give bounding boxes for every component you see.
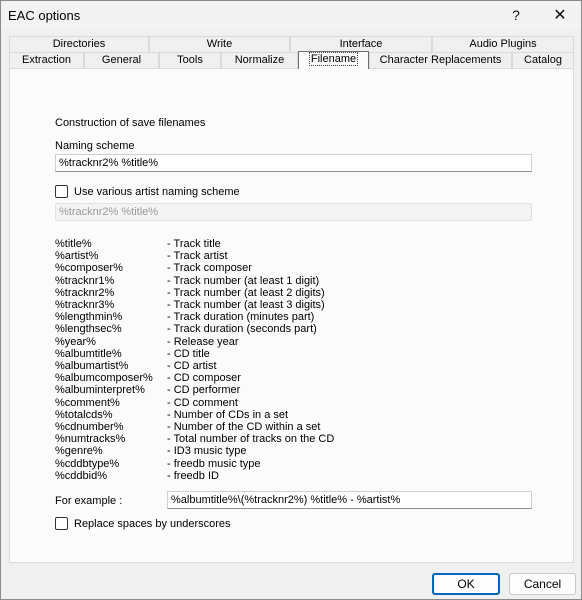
placeholder-code: %albuminterpret% bbox=[55, 384, 145, 397]
placeholder-code: %title% bbox=[55, 238, 92, 250]
example-label: For example : bbox=[55, 495, 123, 507]
placeholder-code: %totalcds% bbox=[55, 408, 113, 421]
placeholder-description: - Track artist bbox=[167, 250, 228, 263]
tab-row-bottom bbox=[9, 52, 574, 68]
various-artist-label[interactable]: Use various artist naming scheme bbox=[74, 186, 240, 198]
tab-row-top bbox=[9, 36, 574, 52]
section-title: Construction of save filenames bbox=[55, 117, 206, 129]
placeholder-description: - Track number (at least 1 digit) bbox=[167, 274, 320, 287]
placeholder-code: %year% bbox=[55, 335, 96, 348]
placeholder-description: - Track number (at least 3 digits) bbox=[167, 299, 325, 311]
tab-catalog[interactable]: Catalog bbox=[512, 52, 574, 68]
tab-character-replacements[interactable]: Character Replacements bbox=[369, 52, 512, 68]
placeholder-description: - Track title bbox=[167, 238, 221, 250]
replace-spaces-checkbox[interactable] bbox=[55, 517, 68, 530]
example-input: %albumtitle%\(%tracknr2%) %title% - %artist% bbox=[167, 491, 532, 509]
window-title: EAC options bbox=[8, 8, 81, 23]
placeholder-description: - Number of the CD within a set bbox=[167, 421, 321, 433]
placeholder-code: %lengthsec% bbox=[55, 323, 122, 336]
various-artist-input: %tracknr2% %title% bbox=[55, 203, 532, 221]
placeholder-code: %cddbtype% bbox=[55, 457, 120, 470]
placeholder-description: - CD title bbox=[167, 347, 210, 360]
tab-write[interactable]: Write bbox=[149, 36, 290, 52]
help-button[interactable]: ? bbox=[512, 7, 520, 23]
placeholder-code: %comment% bbox=[55, 396, 120, 409]
various-artist-checkbox[interactable] bbox=[55, 185, 68, 198]
title-bar bbox=[1, 1, 581, 29]
placeholder-code: %lengthmin% bbox=[55, 311, 123, 324]
tab-tools[interactable]: Tools bbox=[159, 52, 221, 68]
placeholder-description: - ID3 music type bbox=[167, 445, 247, 458]
close-button[interactable]: ✕ bbox=[553, 7, 567, 24]
placeholder-description: - freedb ID bbox=[167, 469, 219, 482]
placeholder-code: %numtracks% bbox=[55, 433, 126, 446]
placeholder-code: %tracknr1% bbox=[55, 274, 115, 287]
placeholder-code: %genre% bbox=[55, 445, 103, 458]
placeholder-description: - Track duration (seconds part) bbox=[167, 323, 317, 336]
tab-interface[interactable]: Interface bbox=[290, 36, 432, 52]
filename-panel bbox=[9, 68, 574, 563]
placeholder-description: - Number of CDs in a set bbox=[167, 408, 289, 421]
placeholder-code: %albumartist% bbox=[55, 360, 129, 372]
placeholder-description: - CD composer bbox=[167, 372, 241, 385]
placeholder-code: %cddbid% bbox=[55, 469, 107, 482]
naming-scheme-input[interactable]: %tracknr2% %title% bbox=[55, 154, 532, 172]
placeholder-code: %artist% bbox=[55, 250, 99, 263]
placeholder-code: %cdnumber% bbox=[55, 421, 124, 433]
ok-button[interactable]: OK bbox=[432, 573, 500, 595]
tab-extraction[interactable]: Extraction bbox=[9, 52, 84, 68]
tab-audio-plugins[interactable]: Audio Plugins bbox=[432, 36, 574, 52]
placeholder-description: - CD comment bbox=[167, 396, 238, 409]
replace-spaces-label[interactable]: Replace spaces by underscores bbox=[74, 518, 231, 530]
placeholder-code: %tracknr3% bbox=[55, 299, 115, 311]
placeholder-description: - Release year bbox=[167, 335, 239, 348]
placeholder-description: - freedb music type bbox=[167, 457, 261, 470]
tab-filename[interactable]: Filename bbox=[298, 51, 369, 69]
tab-normalize[interactable]: Normalize bbox=[221, 52, 298, 68]
placeholder-description: - Track composer bbox=[167, 262, 252, 275]
placeholder-description: - CD artist bbox=[167, 360, 217, 372]
naming-scheme-label: Naming scheme bbox=[55, 140, 135, 152]
placeholder-description: - CD performer bbox=[167, 384, 241, 397]
placeholder-code: %albumcomposer% bbox=[55, 372, 153, 385]
placeholder-code: %albumtitle% bbox=[55, 347, 122, 360]
tab-directories[interactable]: Directories bbox=[9, 36, 149, 52]
cancel-button[interactable]: Cancel bbox=[509, 573, 576, 595]
placeholder-description: - Track number (at least 2 digits) bbox=[167, 286, 325, 299]
placeholder-description: - Track duration (minutes part) bbox=[167, 311, 315, 324]
placeholder-code: %tracknr2% bbox=[55, 286, 115, 299]
placeholder-description: - Total number of tracks on the CD bbox=[167, 433, 335, 446]
placeholder-code: %composer% bbox=[55, 262, 123, 275]
tab-general[interactable]: General bbox=[84, 52, 159, 68]
